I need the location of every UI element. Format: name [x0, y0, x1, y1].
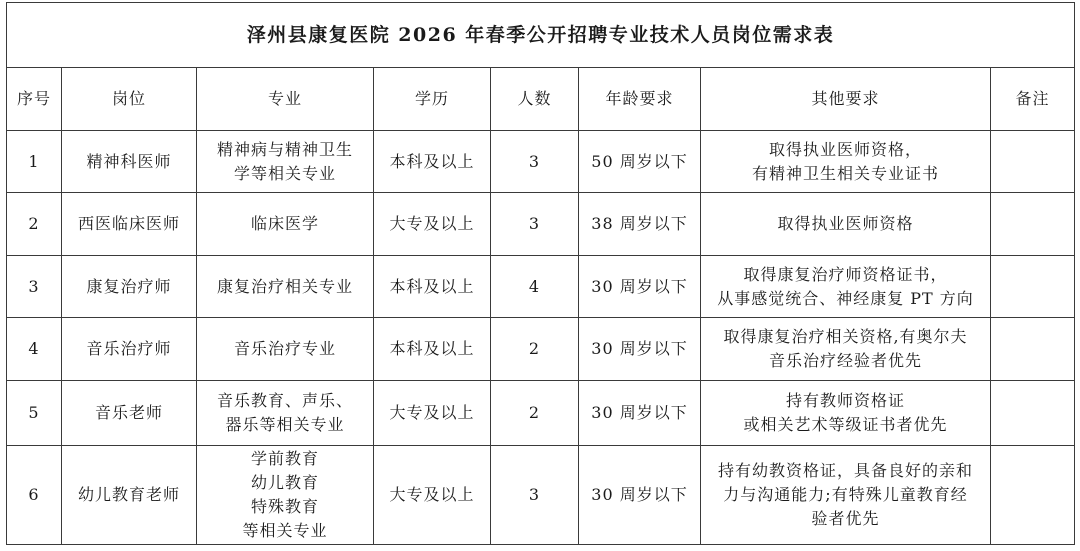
other-line: 力与沟通能力;有特殊儿童教育经 [723, 485, 968, 504]
table-row [7, 193, 1075, 256]
cell-age: 30 周岁以下 [579, 381, 701, 446]
cell-education: 大专及以上 [374, 381, 491, 446]
cell-major [197, 446, 374, 545]
cell-education: 大专及以上 [374, 446, 491, 545]
cell-count: 3 [491, 131, 579, 193]
table-row [7, 256, 1075, 318]
cell-education: 本科及以上 [374, 256, 491, 318]
major-line: 等相关专业 [242, 521, 328, 540]
header-age: 年龄要求 [579, 68, 701, 131]
cell-major [197, 193, 374, 256]
cell-post: 音乐老师 [62, 381, 197, 446]
table-row [7, 318, 1075, 381]
header-remark: 备注 [991, 68, 1075, 131]
cell-count: 2 [491, 381, 579, 446]
job-requirements-table [6, 2, 1075, 545]
other-line: 验者优先 [811, 509, 880, 528]
cell-remark [991, 446, 1075, 545]
other-line: 取得康复治疗师资格证书， [743, 264, 948, 284]
cell-major [197, 318, 374, 381]
major-line: 康复治疗相关专业 [216, 276, 353, 296]
table-row [7, 131, 1075, 193]
cell-no: 4 [7, 318, 62, 381]
cell-age: 50 周岁以下 [579, 131, 701, 193]
other-line: 从事感觉统合、神经康复 PT 方向 [717, 288, 974, 308]
major-line: 学等相关专业 [233, 163, 336, 183]
cell-remark [991, 256, 1075, 318]
cell-post: 西医临床医师 [62, 193, 197, 256]
other-line: 持有教师资格证 [785, 391, 905, 410]
cell-other-requirements [701, 193, 991, 256]
cell-remark [991, 193, 1075, 256]
cell-remark [991, 318, 1075, 381]
header-other-requirements: 其他要求 [701, 68, 991, 131]
cell-education: 大专及以上 [374, 193, 491, 256]
major-line: 音乐教育、声乐、 [216, 391, 353, 410]
cell-post: 幼儿教育老师 [62, 446, 197, 545]
cell-age: 38 周岁以下 [579, 193, 701, 256]
cell-age: 30 周岁以下 [579, 318, 701, 381]
major-line: 临床医学 [250, 214, 319, 233]
cell-count: 3 [491, 446, 579, 545]
other-line: 取得执业医师资格， [768, 139, 922, 159]
other-line: 有精神卫生相关专业证书 [751, 163, 939, 183]
major-line: 幼儿教育 [250, 473, 319, 492]
other-line: 取得康复治疗相关资格,有奥尔夫 [723, 327, 968, 346]
cell-other-requirements [701, 131, 991, 193]
major-line: 特殊教育 [250, 497, 319, 516]
table-row [7, 381, 1075, 446]
cell-no: 1 [7, 131, 62, 193]
cell-count: 2 [491, 318, 579, 381]
other-line: 持有幼教资格证，具备良好的亲和 [717, 461, 973, 480]
cell-no: 5 [7, 381, 62, 446]
table-row [7, 446, 1075, 545]
header-no: 序号 [7, 68, 62, 131]
other-line: 取得执业医师资格 [777, 214, 914, 233]
table-header-row [7, 68, 1075, 131]
cell-count: 4 [491, 256, 579, 318]
major-line: 学前教育 [250, 449, 319, 468]
major-line: 精神病与精神卫生 [216, 139, 353, 159]
other-line: 或相关艺术等级证书者优先 [743, 415, 948, 434]
cell-post: 音乐治疗师 [62, 318, 197, 381]
header-post: 岗位 [62, 68, 197, 131]
cell-remark [991, 381, 1075, 446]
cell-other-requirements [701, 318, 991, 381]
cell-other-requirements [701, 446, 991, 545]
header-count: 人数 [491, 68, 579, 131]
cell-count: 3 [491, 193, 579, 256]
major-line: 器乐等相关专业 [225, 415, 345, 434]
cell-no: 6 [7, 446, 62, 545]
cell-education: 本科及以上 [374, 131, 491, 193]
cell-education: 本科及以上 [374, 318, 491, 381]
cell-other-requirements [701, 381, 991, 446]
cell-no: 2 [7, 193, 62, 256]
table-title: 泽州县康复医院 2026 年春季公开招聘专业技术人员岗位需求表 [7, 3, 1075, 68]
header-major: 专业 [197, 68, 374, 131]
cell-major [197, 131, 374, 193]
cell-post: 精神科医师 [62, 131, 197, 193]
cell-no: 3 [7, 256, 62, 318]
major-line: 音乐治疗专业 [233, 339, 336, 358]
cell-major [197, 256, 374, 318]
cell-remark [991, 131, 1075, 193]
cell-major [197, 381, 374, 446]
other-line: 音乐治疗经验者优先 [768, 351, 922, 370]
header-education: 学历 [374, 68, 491, 131]
cell-post: 康复治疗师 [62, 256, 197, 318]
cell-other-requirements [701, 256, 991, 318]
cell-age: 30 周岁以下 [579, 256, 701, 318]
cell-age: 30 周岁以下 [579, 446, 701, 545]
